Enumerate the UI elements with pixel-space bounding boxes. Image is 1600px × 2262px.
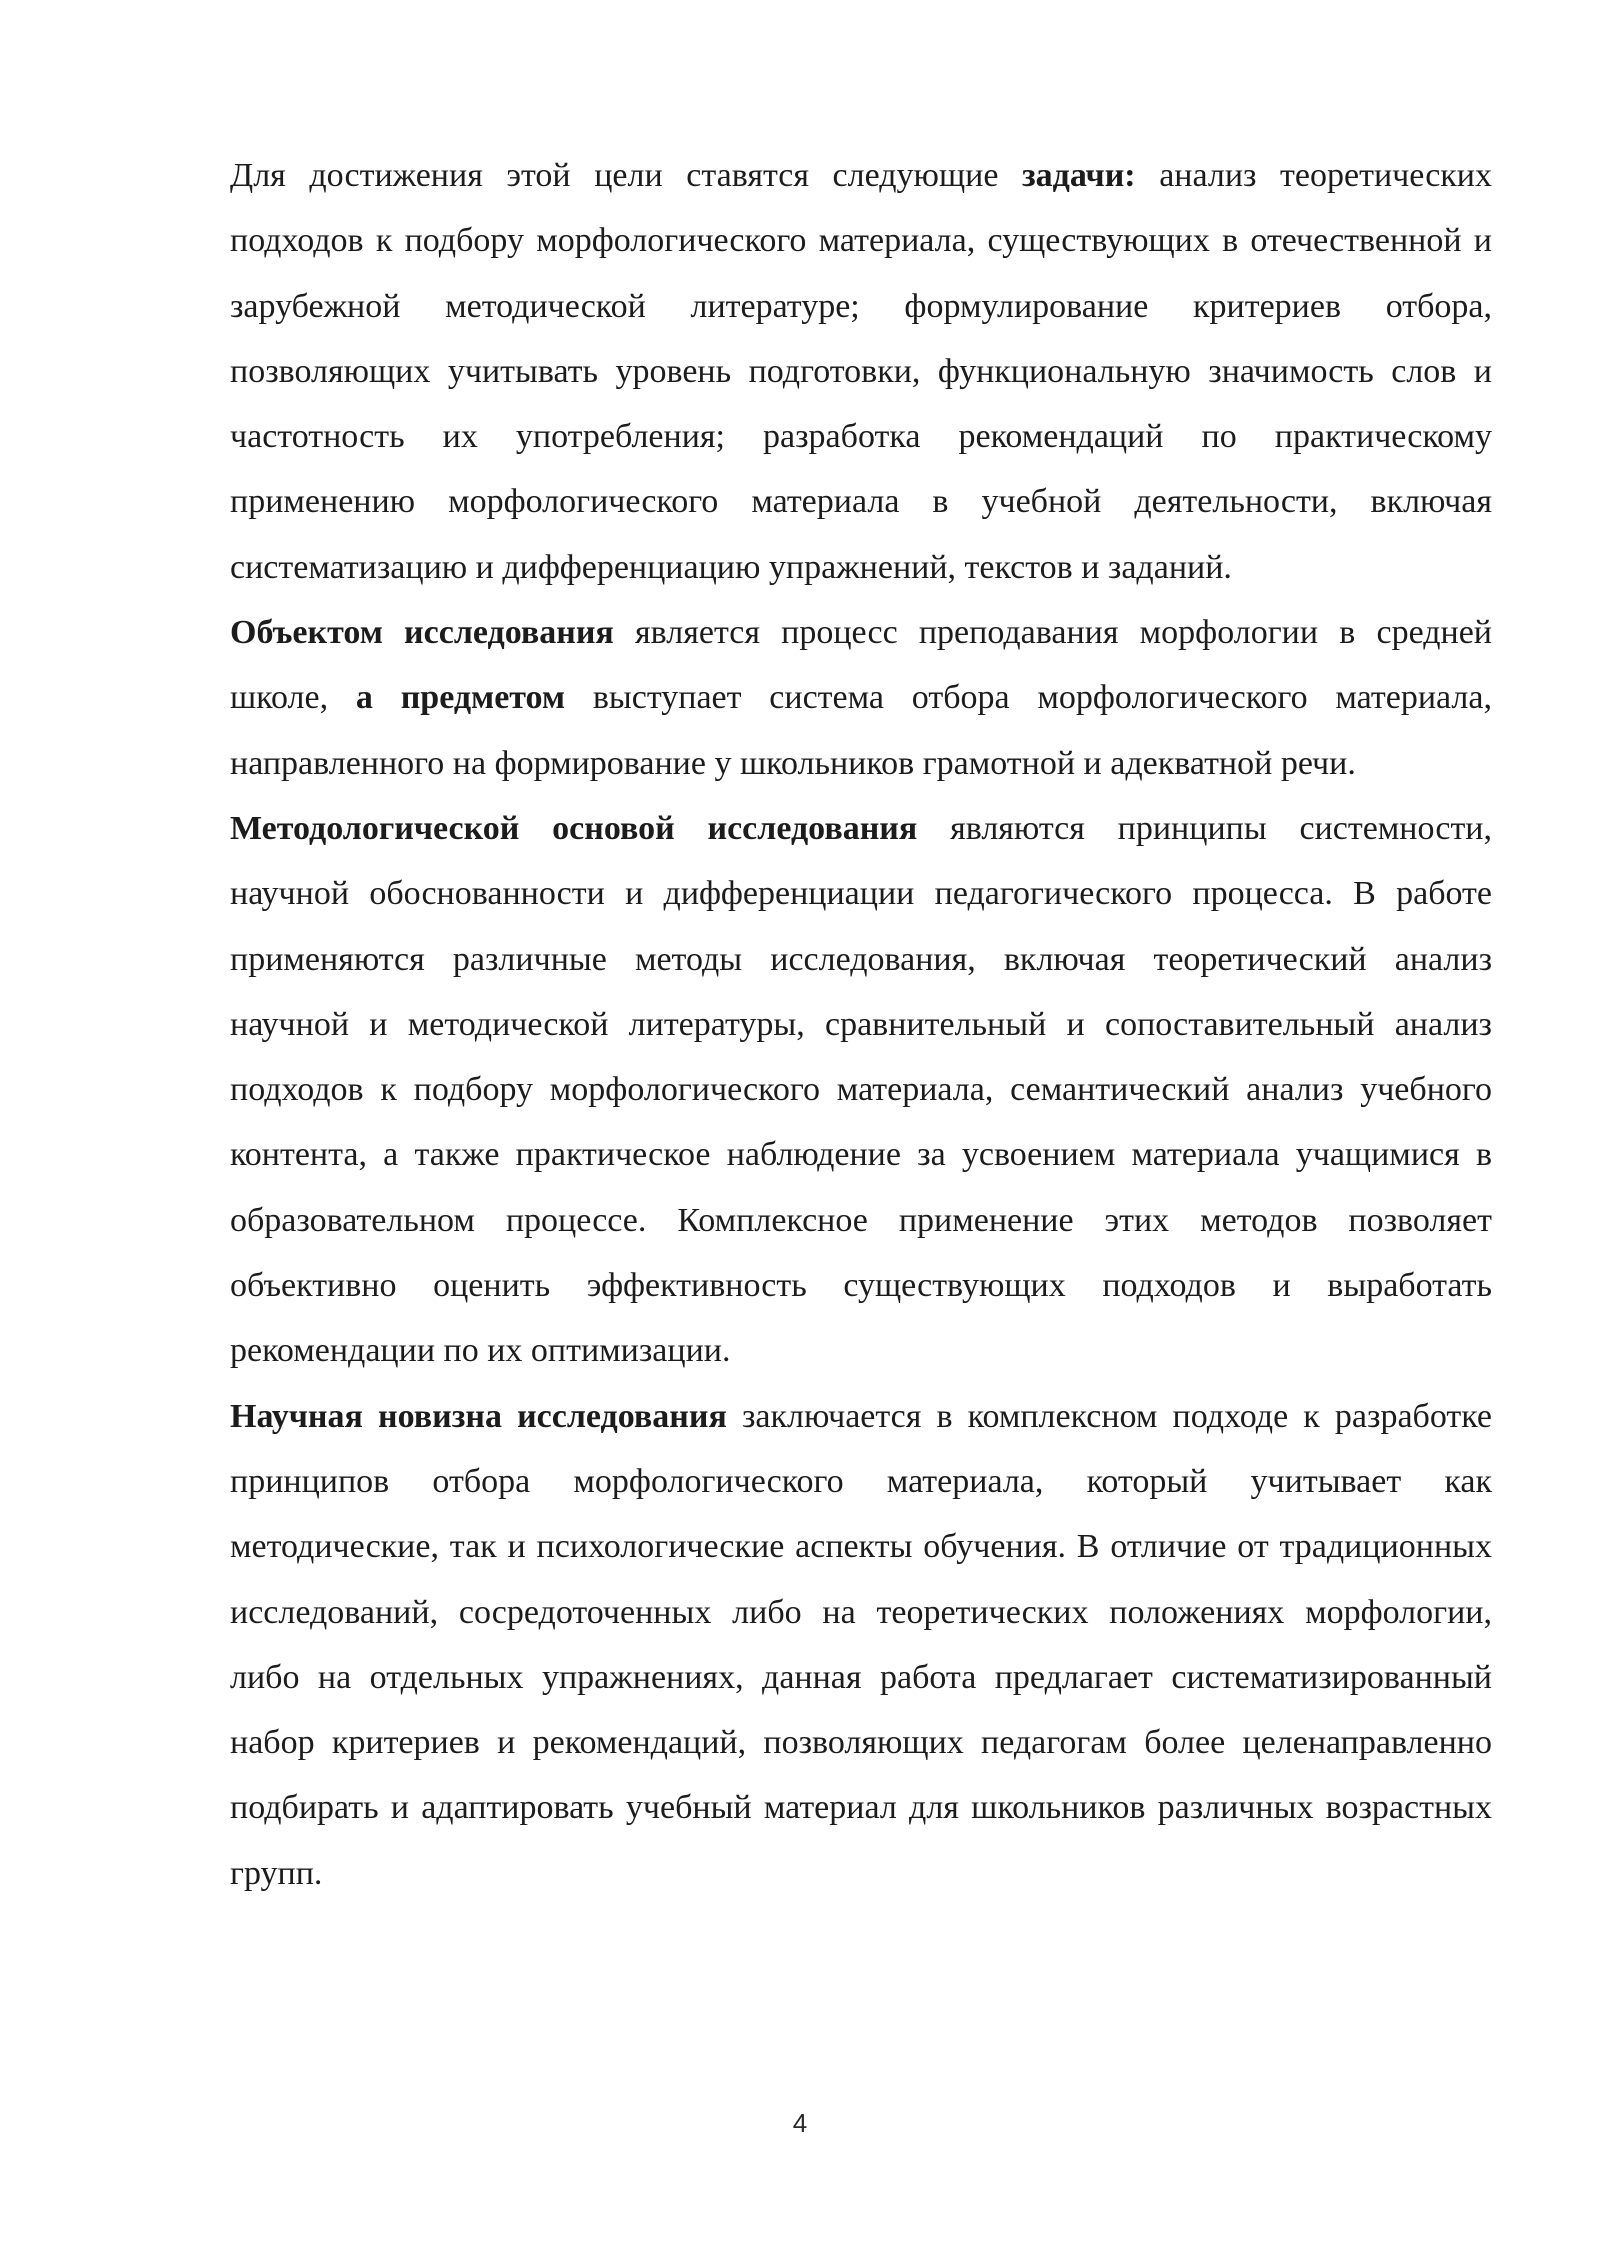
paragraph-methodology — [230, 796, 1492, 1384]
bold-term-subject: а предметом — [355, 679, 566, 717]
text-segment: анализ теоретических подходов к подбору морфологического материала, существующих в отечественной и зарубежной методической литературе; формулирование критериев отбора, позволяющих учитывать уровень подготовки, функциональную значимость слов и частотность их употребления; разработка рекомендаций по практическому применению морфологического материала в учебной деятельности, включая систематизацию и дифференциацию упражнений, текстов и заданий. — [230, 157, 1492, 586]
bold-term-object: Объектом исследования — [230, 614, 614, 652]
bold-term-methodology: Методологической основой исследования — [230, 809, 918, 847]
document-body — [230, 143, 1492, 1906]
paragraph-novelty — [230, 1384, 1492, 1906]
bold-term-novelty: Научная новизна исследования — [230, 1397, 727, 1435]
paragraph-tasks — [230, 143, 1492, 600]
text-segment: являются принципы системности, научной обоснованности и дифференциации педагогического процесса. В работе применяются различные методы исследования, включая теоретический анализ научной и методической литературы, сравнительный и сопоставительный анализ подходов к подбору морфологического материала, семантический анализ учебного контента, а также практическое наблюдение за усвоением материала учащимися в образовательном процессе. Комплексное применение этих методов позволяет объективно оценить эффективность существующих подходов и выработать рекомендации по их оптимизации. — [230, 809, 1492, 1370]
text-segment: Для достижения этой цели ставятся следующие — [230, 157, 1023, 194]
page-number: 4 — [792, 2108, 808, 2138]
text-segment: заключается в комплексном подходе к разработке принципов отбора морфологического материала, который учитывает как методические, так и психологические аспекты обучения. В отличие от традиционных исследований, сосредоточенных либо на теоретических положениях морфологии, либо на отдельных упражнениях, данная работа предлагает систематизированный набор критериев и рекомендаций, позволяющих педагогам более целенаправленно подбирать и адаптировать учебный материал для школьников различных возрастных групп. — [230, 1397, 1493, 1892]
paragraph-object-subject — [230, 600, 1492, 796]
bold-term-tasks: задачи: — [1022, 157, 1136, 194]
text-segment: выступает система отбора морфологического материала, направленного на формирование у школьников грамотной и адекватной речи. — [230, 679, 1492, 782]
text-segment: является процесс преподавания морфологии в средней школе, — [230, 614, 1492, 717]
